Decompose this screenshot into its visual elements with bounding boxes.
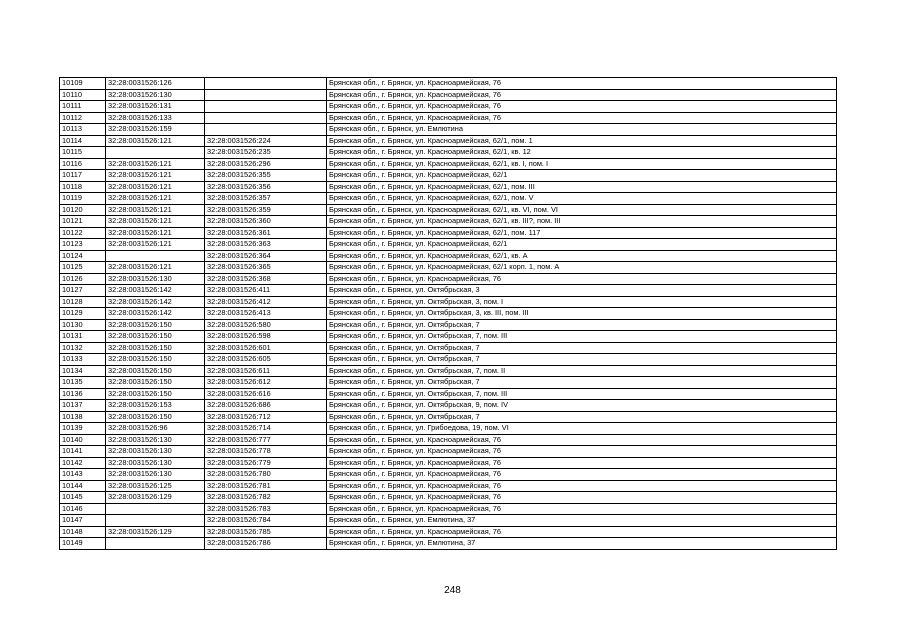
- object-cadastral-number-cell: 32:28:0031526:611: [205, 365, 327, 377]
- cadastral-number-cell: [106, 515, 205, 527]
- row-number-cell: 10116: [60, 158, 106, 170]
- object-cadastral-number-cell: 32:28:0031526:686: [205, 400, 327, 412]
- row-number-cell: 10134: [60, 365, 106, 377]
- object-cadastral-number-cell: 32:28:0031526:779: [205, 457, 327, 469]
- table-row: [60, 285, 837, 297]
- table-row: [60, 78, 837, 90]
- object-cadastral-number-cell: 32:28:0031526:714: [205, 423, 327, 435]
- address-cell: Брянская обл., г. Брянск, ул. Красноармейская, 62/1: [327, 170, 837, 182]
- object-cadastral-number-cell: 32:28:0031526:359: [205, 204, 327, 216]
- cadastral-number-cell: 32:28:0031526:142: [106, 285, 205, 297]
- table-row: [60, 331, 837, 343]
- table-row: [60, 377, 837, 389]
- address-cell: Брянская обл., г. Брянск, ул. Красноармейская, 62/1, пом. V: [327, 193, 837, 205]
- row-number-cell: 10120: [60, 204, 106, 216]
- address-cell: Брянская обл., г. Брянск, ул. Красноармейская, 76: [327, 480, 837, 492]
- cadastral-number-cell: 32:28:0031526:150: [106, 388, 205, 400]
- object-cadastral-number-cell: [205, 101, 327, 113]
- row-number-cell: 10117: [60, 170, 106, 182]
- table-row: [60, 112, 837, 124]
- cadastral-number-cell: 32:28:0031526:121: [106, 204, 205, 216]
- address-cell: Брянская обл., г. Брянск, ул. Октябрьская, 3, кв. III, пом. III: [327, 308, 837, 320]
- table-row: [60, 262, 837, 274]
- table-row: [60, 446, 837, 458]
- cadastral-number-cell: 32:28:0031526:121: [106, 216, 205, 228]
- table-row: [60, 526, 837, 538]
- cadastral-number-cell: 32:28:0031526:150: [106, 342, 205, 354]
- address-cell: Брянская обл., г. Брянск, ул. Красноармейская, 76: [327, 112, 837, 124]
- table-row: [60, 216, 837, 228]
- cadastral-number-cell: 32:28:0031526:150: [106, 331, 205, 343]
- cadastral-number-cell: 32:28:0031526:130: [106, 89, 205, 101]
- row-number-cell: 10128: [60, 296, 106, 308]
- table-row: [60, 124, 837, 136]
- object-cadastral-number-cell: 32:28:0031526:777: [205, 434, 327, 446]
- table-row: [60, 354, 837, 366]
- cadastral-number-cell: 32:28:0031526:125: [106, 480, 205, 492]
- row-number-cell: 10118: [60, 181, 106, 193]
- row-number-cell: 10141: [60, 446, 106, 458]
- address-cell: Брянская обл., г. Брянск, ул. Грибоедова, 19, пом. VI: [327, 423, 837, 435]
- object-cadastral-number-cell: 32:28:0031526:368: [205, 273, 327, 285]
- row-number-cell: 10149: [60, 538, 106, 550]
- address-cell: Брянская обл., г. Брянск, ул. Красноармейская, 76: [327, 492, 837, 504]
- registry-table: [59, 77, 837, 550]
- address-cell: Брянская обл., г. Брянск, ул. Красноармейская, 76: [327, 101, 837, 113]
- object-cadastral-number-cell: 32:28:0031526:778: [205, 446, 327, 458]
- table-row: [60, 319, 837, 331]
- row-number-cell: 10129: [60, 308, 106, 320]
- cadastral-number-cell: 32:28:0031526:142: [106, 308, 205, 320]
- cadastral-number-cell: 32:28:0031526:153: [106, 400, 205, 412]
- table-row: [60, 457, 837, 469]
- table-row: [60, 538, 837, 550]
- object-cadastral-number-cell: 32:28:0031526:360: [205, 216, 327, 228]
- cadastral-number-cell: 32:28:0031526:133: [106, 112, 205, 124]
- object-cadastral-number-cell: 32:28:0031526:780: [205, 469, 327, 481]
- cadastral-number-cell: 32:28:0031526:150: [106, 411, 205, 423]
- table-row: [60, 434, 837, 446]
- object-cadastral-number-cell: 32:28:0031526:612: [205, 377, 327, 389]
- address-cell: Брянская обл., г. Брянск, ул. Красноармейская, 62/1, пом. III: [327, 181, 837, 193]
- cadastral-number-cell: 32:28:0031526:121: [106, 181, 205, 193]
- object-cadastral-number-cell: 32:28:0031526:598: [205, 331, 327, 343]
- row-number-cell: 10139: [60, 423, 106, 435]
- address-cell: Брянская обл., г. Брянск, ул. Октябрьская, 3: [327, 285, 837, 297]
- address-cell: Брянская обл., г. Брянск, ул. Красноармейская, 62/1, кв. VI, пом. VI: [327, 204, 837, 216]
- address-cell: Брянская обл., г. Брянск, ул. Октябрьская, 3, пом. I: [327, 296, 837, 308]
- table-row: [60, 342, 837, 354]
- row-number-cell: 10124: [60, 250, 106, 262]
- cadastral-number-cell: 32:28:0031526:130: [106, 273, 205, 285]
- row-number-cell: 10111: [60, 101, 106, 113]
- row-number-cell: 10110: [60, 89, 106, 101]
- table-row: [60, 423, 837, 435]
- table-row: [60, 515, 837, 527]
- address-cell: Брянская обл., г. Брянск, ул. Красноармейская, 62/1, кв. III?, пом. III: [327, 216, 837, 228]
- row-number-cell: 10140: [60, 434, 106, 446]
- address-cell: Брянская обл., г. Брянск, ул. Красноармейская, 76: [327, 469, 837, 481]
- cadastral-number-cell: 32:28:0031526:150: [106, 319, 205, 331]
- address-cell: Брянская обл., г. Брянск, ул. Красноармейская, 76: [327, 457, 837, 469]
- cadastral-number-cell: 32:28:0031526:130: [106, 457, 205, 469]
- address-cell: Брянская обл., г. Брянск, ул. Красноармейская, 76: [327, 446, 837, 458]
- cadastral-number-cell: [106, 147, 205, 159]
- cadastral-number-cell: 32:28:0031526:96: [106, 423, 205, 435]
- cadastral-number-cell: [106, 503, 205, 515]
- table-row: [60, 170, 837, 182]
- table-row: [60, 89, 837, 101]
- cadastral-number-cell: 32:28:0031526:150: [106, 365, 205, 377]
- row-number-cell: 10119: [60, 193, 106, 205]
- row-number-cell: 10136: [60, 388, 106, 400]
- cadastral-number-cell: [106, 538, 205, 550]
- cadastral-number-cell: 32:28:0031526:159: [106, 124, 205, 136]
- table-row: [60, 308, 837, 320]
- row-number-cell: 10109: [60, 78, 106, 90]
- address-cell: Брянская обл., г. Брянск, ул. Октябрьская, 7: [327, 411, 837, 423]
- address-cell: Брянская обл., г. Брянск, ул. Красноармейская, 62/1: [327, 239, 837, 251]
- object-cadastral-number-cell: 32:28:0031526:363: [205, 239, 327, 251]
- table-row: [60, 204, 837, 216]
- table-row: [60, 147, 837, 159]
- row-number-cell: 10145: [60, 492, 106, 504]
- object-cadastral-number-cell: 32:28:0031526:364: [205, 250, 327, 262]
- row-number-cell: 10143: [60, 469, 106, 481]
- row-number-cell: 10115: [60, 147, 106, 159]
- object-cadastral-number-cell: 32:28:0031526:296: [205, 158, 327, 170]
- object-cadastral-number-cell: [205, 124, 327, 136]
- row-number-cell: 10114: [60, 135, 106, 147]
- address-cell: Брянская обл., г. Брянск, ул. Октябрьская, 9, пом. IV: [327, 400, 837, 412]
- cadastral-number-cell: 32:28:0031526:150: [106, 377, 205, 389]
- address-cell: Брянская обл., г. Брянск, ул. Октябрьская, 7: [327, 354, 837, 366]
- row-number-cell: 10133: [60, 354, 106, 366]
- object-cadastral-number-cell: 32:28:0031526:784: [205, 515, 327, 527]
- row-number-cell: 10146: [60, 503, 106, 515]
- row-number-cell: 10142: [60, 457, 106, 469]
- object-cadastral-number-cell: 32:28:0031526:224: [205, 135, 327, 147]
- address-cell: Брянская обл., г. Брянск, ул. Красноармейская, 62/1, пом. 1: [327, 135, 837, 147]
- cadastral-number-cell: 32:28:0031526:131: [106, 101, 205, 113]
- object-cadastral-number-cell: 32:28:0031526:235: [205, 147, 327, 159]
- object-cadastral-number-cell: 32:28:0031526:782: [205, 492, 327, 504]
- address-cell: Брянская обл., г. Брянск, ул. Красноармейская, 62/1, пом. 117: [327, 227, 837, 239]
- object-cadastral-number-cell: 32:28:0031526:356: [205, 181, 327, 193]
- object-cadastral-number-cell: 32:28:0031526:786: [205, 538, 327, 550]
- table-row: [60, 158, 837, 170]
- address-cell: Брянская обл., г. Брянск, ул. Красноармейская, 62/1, кв. I, пом. I: [327, 158, 837, 170]
- object-cadastral-number-cell: 32:28:0031526:785: [205, 526, 327, 538]
- row-number-cell: 10132: [60, 342, 106, 354]
- row-number-cell: 10122: [60, 227, 106, 239]
- object-cadastral-number-cell: 32:28:0031526:411: [205, 285, 327, 297]
- object-cadastral-number-cell: 32:28:0031526:580: [205, 319, 327, 331]
- table-row: [60, 101, 837, 113]
- row-number-cell: 10126: [60, 273, 106, 285]
- table-row: [60, 135, 837, 147]
- cadastral-number-cell: 32:28:0031526:130: [106, 434, 205, 446]
- object-cadastral-number-cell: 32:28:0031526:781: [205, 480, 327, 492]
- table-row: [60, 239, 837, 251]
- table-row: [60, 411, 837, 423]
- cadastral-number-cell: 32:28:0031526:121: [106, 227, 205, 239]
- row-number-cell: 10147: [60, 515, 106, 527]
- object-cadastral-number-cell: [205, 78, 327, 90]
- page-number: 248: [444, 585, 461, 596]
- address-cell: Брянская обл., г. Брянск, ул. Октябрьская, 7, пом. III: [327, 388, 837, 400]
- table-row: [60, 492, 837, 504]
- row-number-cell: 10138: [60, 411, 106, 423]
- cadastral-number-cell: 32:28:0031526:121: [106, 193, 205, 205]
- table-row: [60, 181, 837, 193]
- row-number-cell: 10112: [60, 112, 106, 124]
- address-cell: Брянская обл., г. Брянск, ул. Емлютина, 37: [327, 515, 837, 527]
- cadastral-number-cell: 32:28:0031526:129: [106, 492, 205, 504]
- address-cell: Брянская обл., г. Брянск, ул. Октябрьская, 7, пом. III: [327, 331, 837, 343]
- cadastral-number-cell: 32:28:0031526:150: [106, 354, 205, 366]
- cadastral-number-cell: 32:28:0031526:121: [106, 262, 205, 274]
- address-cell: Брянская обл., г. Брянск, ул. Красноармейская, 76: [327, 273, 837, 285]
- row-number-cell: 10127: [60, 285, 106, 297]
- table-row: [60, 193, 837, 205]
- table-row: [60, 273, 837, 285]
- row-number-cell: 10130: [60, 319, 106, 331]
- address-cell: Брянская обл., г. Брянск, ул. Красноармейская, 76: [327, 503, 837, 515]
- table-row: [60, 296, 837, 308]
- cadastral-number-cell: 32:28:0031526:121: [106, 170, 205, 182]
- object-cadastral-number-cell: 32:28:0031526:412: [205, 296, 327, 308]
- cadastral-number-cell: 32:28:0031526:126: [106, 78, 205, 90]
- cadastral-number-cell: 32:28:0031526:121: [106, 239, 205, 251]
- row-number-cell: 10123: [60, 239, 106, 251]
- row-number-cell: 10135: [60, 377, 106, 389]
- object-cadastral-number-cell: 32:28:0031526:365: [205, 262, 327, 274]
- row-number-cell: 10137: [60, 400, 106, 412]
- address-cell: Брянская обл., г. Брянск, ул. Емлютина, 37: [327, 538, 837, 550]
- address-cell: Брянская обл., г. Брянск, ул. Октябрьская, 7: [327, 377, 837, 389]
- table-row: [60, 400, 837, 412]
- address-cell: Брянская обл., г. Брянск, ул. Октябрьская, 7: [327, 319, 837, 331]
- row-number-cell: 10144: [60, 480, 106, 492]
- address-cell: Брянская обл., г. Брянск, ул. Красноармейская, 76: [327, 434, 837, 446]
- table-row: [60, 227, 837, 239]
- object-cadastral-number-cell: 32:28:0031526:601: [205, 342, 327, 354]
- table-row: [60, 503, 837, 515]
- table-row: [60, 365, 837, 377]
- cadastral-number-cell: 32:28:0031526:121: [106, 158, 205, 170]
- object-cadastral-number-cell: 32:28:0031526:361: [205, 227, 327, 239]
- cadastral-number-cell: 32:28:0031526:129: [106, 526, 205, 538]
- address-cell: Брянская обл., г. Брянск, ул. Красноармейская, 76: [327, 526, 837, 538]
- address-cell: Брянская обл., г. Брянск, ул. Красноармейская, 76: [327, 89, 837, 101]
- cadastral-number-cell: 32:28:0031526:142: [106, 296, 205, 308]
- table-row: [60, 469, 837, 481]
- cadastral-number-cell: 32:28:0031526:121: [106, 135, 205, 147]
- address-cell: Брянская обл., г. Брянск, ул. Октябрьская, 7: [327, 342, 837, 354]
- object-cadastral-number-cell: [205, 112, 327, 124]
- object-cadastral-number-cell: 32:28:0031526:605: [205, 354, 327, 366]
- table-row: [60, 480, 837, 492]
- registry-table-body: [60, 78, 837, 550]
- address-cell: Брянская обл., г. Брянск, ул. Красноармейская, 62/1 корп. 1, пом. А: [327, 262, 837, 274]
- row-number-cell: 10113: [60, 124, 106, 136]
- address-cell: Брянская обл., г. Брянск, ул. Октябрьская, 7, пом. II: [327, 365, 837, 377]
- object-cadastral-number-cell: 32:28:0031526:712: [205, 411, 327, 423]
- address-cell: Брянская обл., г. Брянск, ул. Красноармейская, 62/1, кв. 12: [327, 147, 837, 159]
- address-cell: Брянская обл., г. Брянск, ул. Емлютина: [327, 124, 837, 136]
- row-number-cell: 10125: [60, 262, 106, 274]
- address-cell: Брянская обл., г. Брянск, ул. Красноармейская, 62/1, кв. А: [327, 250, 837, 262]
- cadastral-number-cell: [106, 250, 205, 262]
- object-cadastral-number-cell: 32:28:0031526:357: [205, 193, 327, 205]
- table-row: [60, 250, 837, 262]
- object-cadastral-number-cell: 32:28:0031526:783: [205, 503, 327, 515]
- object-cadastral-number-cell: 32:28:0031526:616: [205, 388, 327, 400]
- cadastral-number-cell: 32:28:0031526:130: [106, 469, 205, 481]
- object-cadastral-number-cell: 32:28:0031526:355: [205, 170, 327, 182]
- object-cadastral-number-cell: [205, 89, 327, 101]
- address-cell: Брянская обл., г. Брянск, ул. Красноармейская, 76: [327, 78, 837, 90]
- table-row: [60, 388, 837, 400]
- row-number-cell: 10131: [60, 331, 106, 343]
- object-cadastral-number-cell: 32:28:0031526:413: [205, 308, 327, 320]
- row-number-cell: 10148: [60, 526, 106, 538]
- row-number-cell: 10121: [60, 216, 106, 228]
- cadastral-number-cell: 32:28:0031526:130: [106, 446, 205, 458]
